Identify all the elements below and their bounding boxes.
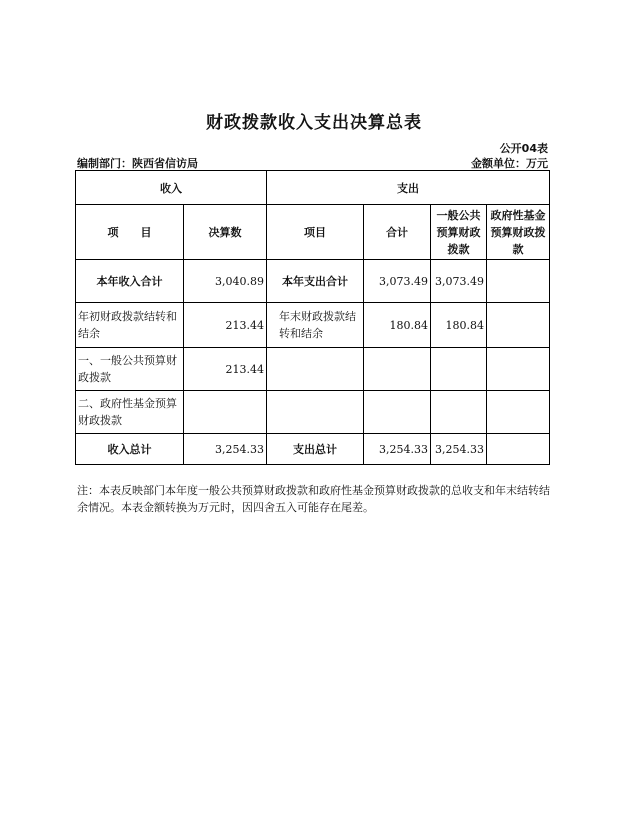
income-item-cell: 一、一般公共预算财政拨款 <box>76 348 184 391</box>
table-group-header-row <box>76 171 550 205</box>
income-item-cell: 年初财政拨款结转和结余 <box>76 303 184 348</box>
expense-item-cell: 支出总计 <box>267 434 364 465</box>
income-value-cell: 213.44 <box>184 303 267 348</box>
expense-item-cell <box>267 391 364 434</box>
expense-total-cell: 3,073.49 <box>364 260 431 303</box>
expense-item-cell: 本年支出合计 <box>267 260 364 303</box>
expense-total-cell <box>364 348 431 391</box>
expense-fund-cell <box>487 303 550 348</box>
table-total-row <box>76 434 550 465</box>
unit-label: 金额单位：万元 <box>471 157 548 170</box>
income-value-cell: 3,254.33 <box>184 434 267 465</box>
income-item-cell: 收入总计 <box>76 434 184 465</box>
table-row <box>76 391 550 434</box>
table-footnote: 注：本表反映部门本年度一般公共预算财政拨款和政府性基金预算财政拨款的总收支和年末结转结余情况。本表金额转换为万元时，因四舍五入可能存在尾差。 <box>77 484 550 514</box>
table-row <box>76 260 550 303</box>
income-value-cell: 3,040.89 <box>184 260 267 303</box>
table-row <box>76 348 550 391</box>
page-title: 财政拨款收入支出决算总表 <box>206 113 422 133</box>
col-header-total: 合计 <box>364 205 431 260</box>
col-header-budget: 决算数 <box>184 205 267 260</box>
expense-header: 支出 <box>267 171 550 205</box>
col-header-fund-budget: 政府性基金预算财政拨款 <box>487 205 550 260</box>
col-header-income-item: 项 目 <box>76 205 184 260</box>
income-item-cell: 本年收入合计 <box>76 260 184 303</box>
expense-general-cell: 180.84 <box>431 303 487 348</box>
expense-total-cell: 3,254.33 <box>364 434 431 465</box>
expense-fund-cell <box>487 348 550 391</box>
expense-item-cell <box>267 348 364 391</box>
fiscal-summary-table <box>75 170 550 465</box>
expense-fund-cell <box>487 260 550 303</box>
income-header: 收入 <box>76 171 267 205</box>
income-value-cell: 213.44 <box>184 348 267 391</box>
income-item-cell: 二、政府性基金预算财政拨款 <box>76 391 184 434</box>
expense-item-cell: 年末财政拨款结转和结余 <box>267 303 364 348</box>
table-row <box>76 303 550 348</box>
expense-general-cell: 3,073.49 <box>431 260 487 303</box>
expense-general-cell <box>431 348 487 391</box>
expense-general-cell: 3,254.33 <box>431 434 487 465</box>
col-header-general-budget: 一般公共预算财政拨款 <box>431 205 487 260</box>
expense-total-cell: 180.84 <box>364 303 431 348</box>
expense-fund-cell <box>487 391 550 434</box>
expense-fund-cell <box>487 434 550 465</box>
table-column-header-row <box>76 205 550 260</box>
col-header-expense-item: 项目 <box>267 205 364 260</box>
department-label: 编制部门：陕西省信访局 <box>77 157 198 170</box>
form-number: 公开04表 <box>499 142 548 155</box>
income-value-cell <box>184 391 267 434</box>
expense-general-cell <box>431 391 487 434</box>
expense-total-cell <box>364 391 431 434</box>
